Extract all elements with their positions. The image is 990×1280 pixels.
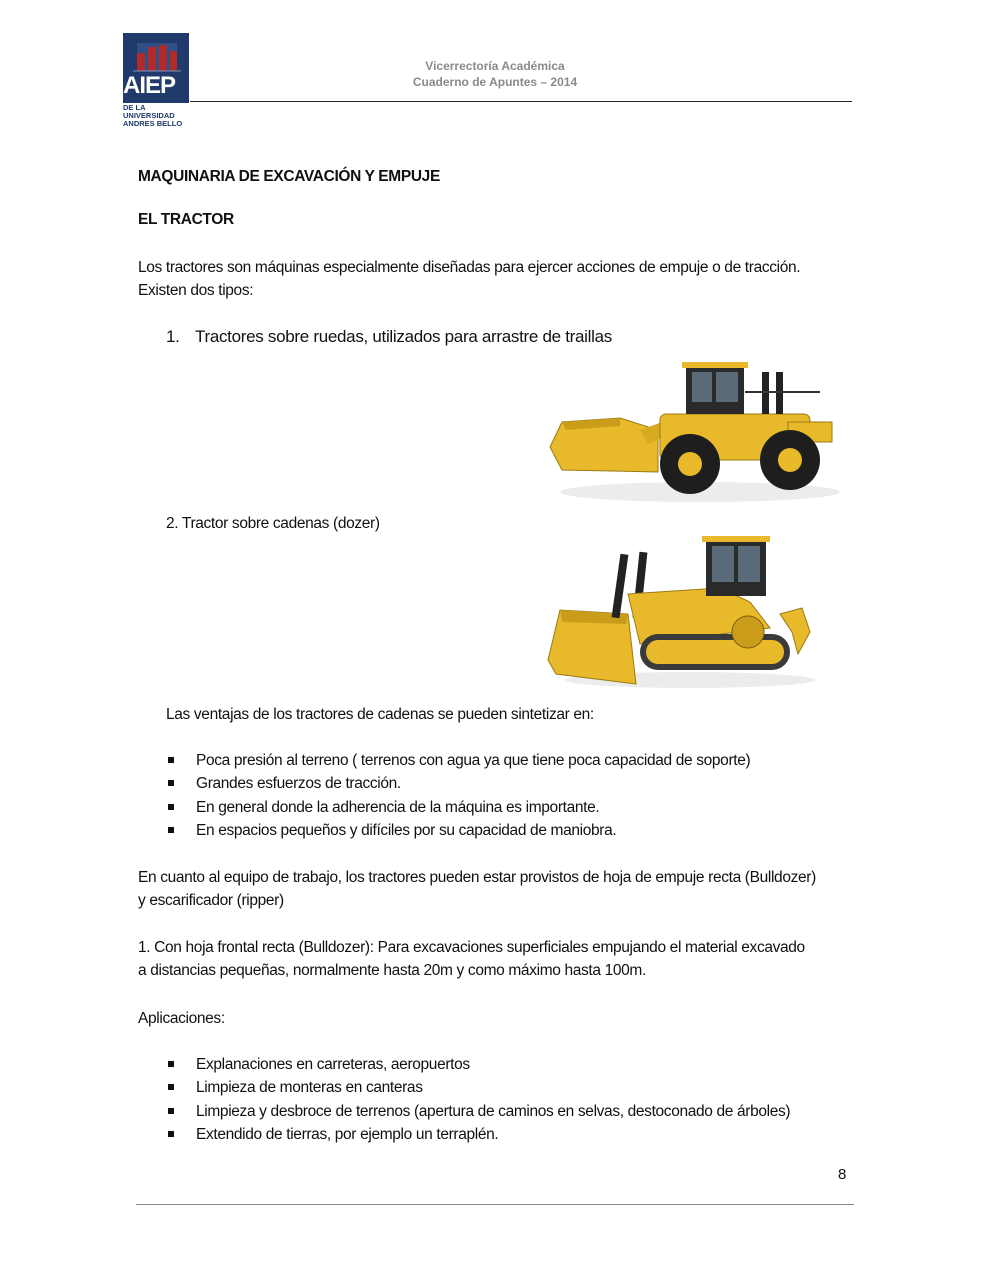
list-item: Explanaciones en carreteras, aeropuertos (166, 1053, 790, 1076)
list-number: 1. (166, 327, 180, 346)
aiep-logo (123, 33, 189, 128)
list-item: Poca presión al terreno ( terrenos con agua ya que tiene poca capacidad de soporte) (166, 749, 750, 772)
logo-block (123, 33, 189, 103)
subsection-heading: EL TRACTOR (138, 211, 234, 228)
footer-divider (136, 1204, 854, 1205)
type-1-item (166, 325, 612, 348)
list-item: En general donde la adherencia de la máquina es importante. (166, 796, 750, 819)
building-icon (123, 33, 189, 73)
logo-subtitle: DE LA UNIVERSIDAD ANDRES BELLO (123, 103, 183, 128)
list-item: Limpieza de monteras en canteras (166, 1076, 790, 1099)
equipment-paragraph: En cuanto al equipo de trabajo, los tractores pueden estar provistos de hoja de empuje recta (Bulldozer) y escarificador (ripper) (138, 869, 816, 909)
type-2-item: 2. Tractor sobre cadenas (dozer) (166, 515, 380, 532)
list-item: Grandes esfuerzos de tracción. (166, 772, 750, 795)
header-divider (190, 101, 852, 102)
list-item: Limpieza y desbroce de terrenos (apertura de caminos en selvas, destoconado de árboles) (166, 1100, 790, 1123)
applications-list (166, 1053, 790, 1146)
header-line-1: Vicerrectoría Académica (425, 59, 565, 73)
advantages-intro: Las ventajas de los tractores de cadenas se pueden sintetizar en: (166, 706, 594, 723)
intro-paragraph: Los tractores son máquinas especialmente diseñadas para ejercer acciones de empuje o de tracción. Existen dos tipos: (138, 259, 801, 299)
crawler-dozer-image (540, 532, 820, 692)
logo-text: AIEP (123, 72, 176, 99)
bulldozer-paragraph: 1. Con hoja frontal recta (Bulldozer): Para excavaciones superficiales empujando el material excavado a distancias pequeñas, normalmente hasta 20m y como máximo hasta 100m. (138, 939, 805, 979)
wheel-tractor-image (540, 352, 844, 512)
header-line-2: Cuaderno de Apuntes – 2014 (412, 75, 578, 89)
list-item: En espacios pequeños y difíciles por su capacidad de maniobra. (166, 819, 750, 842)
applications-label: Aplicaciones: (138, 1010, 225, 1027)
section-heading: MAQUINARIA DE EXCAVACIÓN Y EMPUJE (138, 168, 440, 185)
type-1-text: Tractores sobre ruedas, utilizados para arrastre de traillas (195, 327, 612, 346)
document-header (330, 58, 660, 90)
page-number: 8 (838, 1166, 847, 1183)
advantages-list (166, 749, 750, 842)
list-item: Extendido de tierras, por ejemplo un terraplén. (166, 1123, 790, 1146)
